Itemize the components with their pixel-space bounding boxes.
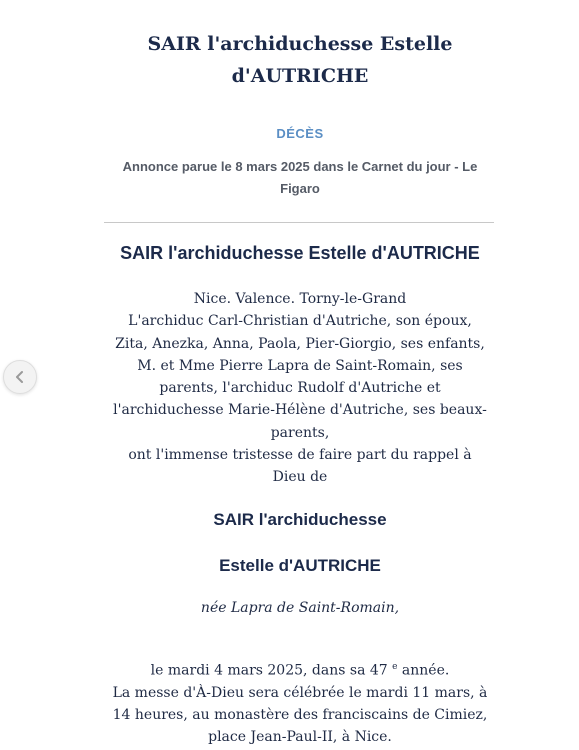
details-text: le mardi 4 mars 2025, dans sa 47 [150, 662, 393, 679]
announcement-heading: SAIR l'archiduchesse Estelle d'AUTRICHE [120, 243, 480, 263]
publication-info-line: Figaro [280, 181, 320, 196]
funeral-details [90, 656, 510, 748]
category-label: DÉCÈS [276, 126, 324, 141]
ordinal-suffix: e [392, 662, 398, 672]
notice-title-line: SAIR l'archiduchesse Estelle [147, 33, 453, 55]
chevron-left-icon [14, 370, 26, 384]
notice-title-line: d'AUTRICHE [231, 65, 369, 87]
divider [104, 222, 494, 223]
publication-info [95, 156, 505, 200]
details-text: année. [397, 662, 450, 679]
details-line: place Jean-Paul-II, à Nice. [208, 728, 392, 745]
details-line [90, 656, 510, 682]
previous-slide-button[interactable] [3, 360, 37, 394]
body-line: M. et Mme Pierre Lapra de Saint-Romain, ses [137, 357, 463, 374]
body-line: Zita, Anezka, Anna, Paola, Pier-Giorgio, ses enfants, [115, 335, 485, 352]
body-line: l'archiduchesse Marie-Hélène d'Autriche, ses beaux- [113, 402, 487, 419]
deceased-name-line: SAIR l'archiduchesse [213, 510, 387, 529]
maiden-name: née Lapra de Saint-Romain, [200, 600, 400, 616]
publication-info-line: Annonce parue le 8 mars 2025 dans le Carnet du jour - Le [122, 159, 478, 174]
body-line: L'archiduc Carl-Christian d'Autriche, son époux, [128, 313, 472, 330]
notice-title [60, 28, 540, 92]
body-line: parents, l'archiduc Rudolf d'Autriche et [159, 380, 441, 397]
body-line: parents, [270, 424, 330, 441]
details-line: 14 heures, au monastère des franciscains de Cimiez, [112, 706, 488, 723]
body-line: Dieu de [272, 469, 328, 486]
announcement-body [100, 288, 500, 489]
deceased-name-line: Estelle d'AUTRICHE [219, 556, 381, 575]
body-line: Nice. Valence. Torny-le-Grand [193, 291, 407, 307]
details-line: La messe d'À-Dieu sera célébrée le mardi 11 mars, à [112, 684, 488, 701]
body-line: ont l'immense tristesse de faire part du rappel à [128, 447, 472, 464]
